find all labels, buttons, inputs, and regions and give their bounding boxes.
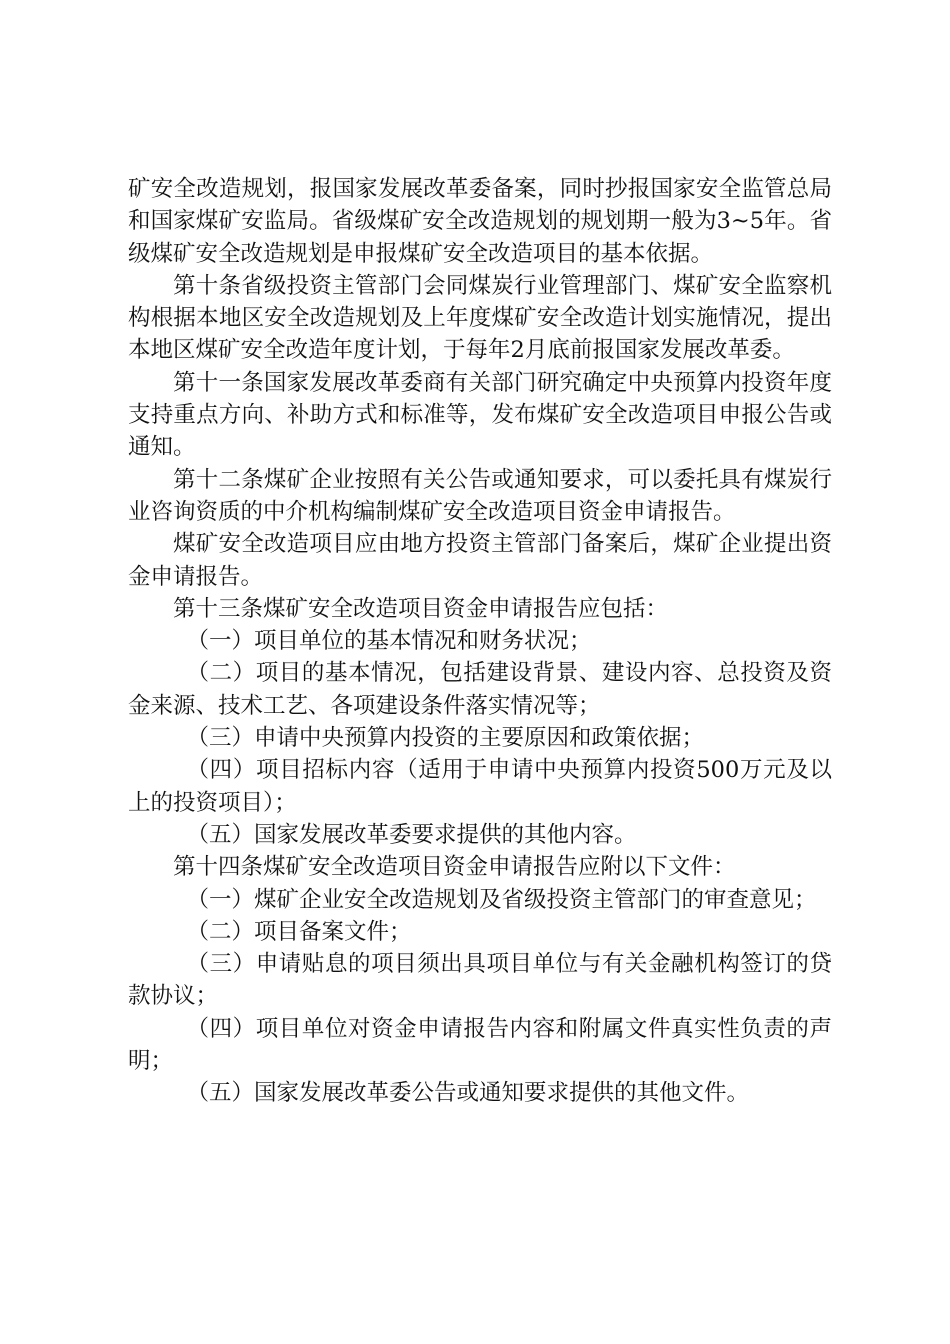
- article-13-item-4: （四）项目招标内容（适用于申请中央预算内投资500万元及以上的投资项目）；: [128, 757, 832, 816]
- document-body: [128, 173, 832, 1110]
- article-11: 第十一条国家发展改革委商有关部门研究确定中央预算内投资年度支持重点方向、补助方式和标准等，发布煤矿安全改造项目申报公告或通知。: [128, 369, 832, 461]
- article-12-note: 煤矿安全改造项目应由地方投资主管部门备案后，煤矿企业提出资金申请报告。: [128, 531, 832, 590]
- article-10: 第十条省级投资主管部门会同煤炭行业管理部门、煤矿安全监察机构根据本地区安全改造规划及上年度煤矿安全改造计划实施情况，提出本地区煤矿安全改造年度计划，于每年2月底前报国家发展改革委。: [128, 272, 832, 364]
- paragraph-continuation: 矿安全改造规划，报国家发展改革委备案，同时抄报国家安全监管总局和国家煤矿安监局。省级煤矿安全改造规划的规划期一般为3~5年。省级煤矿安全改造规划是申报煤矿安全改造项目的基本依据。: [128, 176, 832, 267]
- article-13: 第十三条煤矿安全改造项目资金申请报告应包括：: [173, 595, 669, 622]
- article-13-item-5: （五）国家发展改革委要求提供的其他内容。: [186, 821, 637, 848]
- article-13-item-3: （三）申请中央预算内投资的主要原因和政策依据；: [186, 725, 705, 752]
- article-12: 第十二条煤矿企业按照有关公告或通知要求，可以委托具有煤炭行业咨询资质的中介机构编制煤矿安全改造项目资金申请报告。: [128, 466, 832, 525]
- article-14-item-2: （二）项目备案文件；: [186, 918, 412, 945]
- article-14-item-4: （四）项目单位对资金申请报告内容和附属文件真实性负责的声明；: [128, 1015, 832, 1075]
- article-14-item-3: （三）申请贴息的项目须出具项目单位与有关金融机构签订的贷款协议；: [128, 951, 832, 1010]
- article-14-item-1: （一）煤矿企业安全改造规划及省级投资主管部门的审查意见；: [186, 886, 817, 913]
- article-14-item-5: （五）国家发展改革委公告或通知要求提供的其他文件。: [186, 1080, 750, 1107]
- article-14: 第十四条煤矿安全改造项目资金申请报告应附以下文件：: [173, 854, 736, 881]
- article-13-item-2: （二）项目的基本情况，包括建设背景、建设内容、总投资及资金来源、技术工艺、各项建设条件落实情况等；: [128, 660, 832, 719]
- article-13-item-1: （一）项目单位的基本情况和财务状况；: [186, 628, 592, 655]
